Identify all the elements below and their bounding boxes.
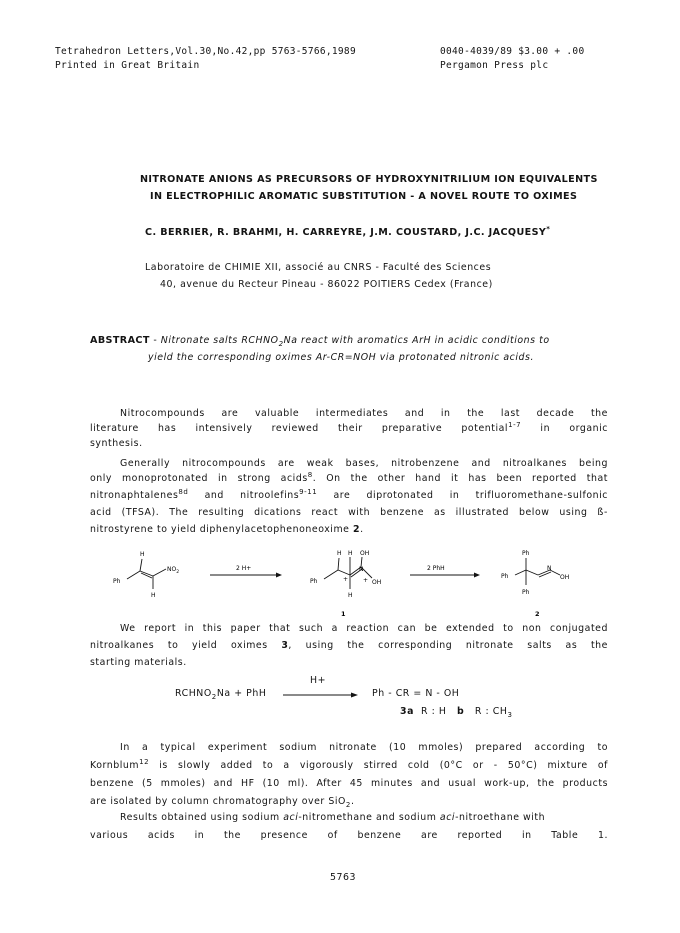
para3-text-2a: nitroalkanes to yield oximes — [90, 640, 282, 651]
para1-ref: 1-7 — [508, 420, 522, 429]
para5-aci-1: aci — [283, 812, 299, 823]
para4-sub: 2 — [345, 800, 351, 809]
para4-text-4a: are isolated by column chromatography over SiO — [90, 796, 346, 807]
para2-text-5a: nitrostyrene to yield diphenylacetophenoneoxime — [90, 524, 353, 535]
compound-3-ref: 3 — [281, 640, 289, 651]
issn-price: 0040-4039/89 $3.00 + .00 — [440, 46, 585, 57]
para1-line1: Nitrocompounds are valuable intermediates and in the last decade the — [120, 408, 608, 419]
para1-text-2b: in organic — [521, 423, 608, 434]
para5-text-1c: -nitroethane with — [455, 812, 546, 823]
int-h-top2: H — [348, 550, 353, 557]
printed-in: Printed in Great Britain — [55, 60, 200, 71]
abstract-text-1a: Nitronate salts RCHNO — [160, 335, 279, 346]
para2-line1: Generally nitrocompounds are weak bases, nitrobenzene and nitroalkanes being — [120, 458, 608, 469]
authors — [145, 224, 551, 238]
para4-text-2a: Kornblum — [90, 760, 140, 771]
para2-text-3b: and nitroolefins — [188, 490, 300, 501]
prod-ph-top: Ph — [522, 550, 530, 557]
para2-text-3a: nitronaphtalenes — [90, 490, 179, 501]
int-h-top1: H — [337, 550, 342, 557]
para1-line2 — [90, 420, 608, 434]
para4-text-2b: is slowly added to a vigorously stirred cold (0°C or - 50°C) mixture of — [149, 760, 608, 771]
para5-line1 — [120, 812, 545, 823]
prod-n: N — [547, 565, 552, 572]
para3-line2 — [90, 640, 608, 651]
para3-text-2b: , using the corresponding nitronate salts as the — [288, 640, 608, 651]
abstract-line1 — [90, 335, 550, 346]
reaction-arrow-2-head — [474, 573, 480, 578]
reaction-arrow-1-head — [276, 573, 282, 578]
oxime-product-structure — [515, 558, 560, 585]
nitrostyrene-structure — [127, 559, 166, 589]
nitrostyrene-no2: $NO_2$ — [167, 566, 180, 575]
para3-line3: starting materials. — [90, 657, 187, 668]
affiliation-line1: Laboratoire de CHIMIE XII, associé au CNRS - Faculté des Sciences — [145, 262, 492, 273]
para2-ref2: 8d — [178, 487, 189, 496]
para2-line5 — [90, 524, 364, 535]
scheme2-substituents — [400, 706, 512, 717]
abstract-sub: 2 — [278, 339, 284, 348]
int-oh-right: OH — [372, 579, 382, 586]
int-charge-1: + — [343, 576, 349, 583]
paper-title-line2: IN ELECTROPHILIC AROMATIC SUBSTITUTION - A NOVEL ROUTE TO OXIMES — [150, 191, 578, 202]
abstract-dash: - — [149, 335, 161, 346]
para4-text-4b: . — [350, 796, 355, 807]
para5-line2: various acids in the presence of benzene are reported in Table 1. — [90, 830, 608, 841]
reaction-arrow-2-label: 2 PhH — [427, 565, 445, 572]
abstract-line2: yield the corresponding oximes Ar-CR=NOH via protonated nitronic acids. — [148, 352, 535, 363]
reaction-arrow-1-label: 2 H+ — [236, 565, 252, 572]
affiliation-line2: 40, avenue du Recteur Pineau - 86022 POITIERS Cedex (France) — [160, 279, 493, 290]
para5-text-1b: -nitromethane and sodium — [298, 812, 440, 823]
publisher: Pergamon Press plc — [440, 60, 549, 71]
para2-text-3c: are diprotonated in trifluoromethane-sulfonic — [317, 490, 608, 501]
para1-line3: synthesis. — [90, 438, 143, 449]
para5-aci-2: aci — [439, 812, 456, 823]
abstract-label: ABSTRACT — [90, 335, 150, 346]
int-n: N — [359, 566, 364, 573]
paper-title-line1: NITRONATE ANIONS AS PRECURSORS OF HYDROXYNITRILIUM ION EQUIVALENTS — [140, 174, 598, 185]
para4-line1: In a typical experiment sodium nitronate (10 mmoles) prepared according to — [120, 742, 608, 753]
para4-line2 — [90, 757, 608, 771]
para4-ref: 12 — [139, 757, 150, 766]
nitrostyrene-h-top: H — [140, 551, 145, 558]
abstract-text-1b: Na react with aromatics ArH in acidic conditions to — [283, 335, 550, 346]
prod-ph-bottom: Ph — [522, 589, 530, 596]
corresponding-author-mark: * — [546, 224, 551, 233]
page-number: 5763 — [330, 872, 357, 883]
scheme2-catalyst: H+ — [310, 675, 327, 686]
para2-line4: acid (TFSA). The resulting dications react with benzene as illustrated below using ß- — [90, 507, 608, 518]
para2-ref3: 9-11 — [299, 487, 318, 496]
para1-text-2a: literature has intensively reviewed their preparative potential — [90, 423, 509, 434]
para3-line1: We report in this paper that such a reaction can be extended to non conjugated — [120, 623, 608, 634]
scheme2-reactants-b: Na + PhH — [216, 688, 267, 699]
compound-3b-label: b — [457, 706, 465, 717]
para2-text-5b: . — [360, 524, 364, 535]
scheme2-reactants-sub: 2 — [211, 692, 217, 701]
int-ph: Ph — [310, 578, 318, 585]
int-charge-2: + — [363, 577, 369, 584]
reaction-scheme-1 — [110, 545, 580, 623]
journal-citation: Tetrahedron Letters,Vol.30,No.42,pp 5763-5766,1989 — [55, 46, 356, 57]
nitrostyrene-ph: Ph — [113, 578, 121, 585]
para2-ref1: 8 — [307, 470, 313, 479]
substituent-3a: R : H — [421, 706, 447, 717]
nitrostyrene-h-bottom: H — [151, 592, 156, 599]
para5-text-1a: Results obtained using sodium — [120, 812, 284, 823]
author-list: C. BERRIER, R. BRAHMI, H. CARREYRE, J.M. COUSTARD, J.C. JACQUESY — [145, 227, 547, 238]
para2-line3 — [90, 487, 608, 501]
prod-oh: OH — [560, 574, 570, 581]
compound-2-ref: 2 — [352, 524, 361, 535]
dication-intermediate-structure — [324, 557, 372, 589]
para2-line2 — [90, 470, 608, 484]
substituent-3b: R : $CH_3$ — [474, 706, 513, 719]
para4-line3: benzene (5 mmoles) and HF (10 ml). After 45 minutes and usual work-up, the products — [90, 778, 608, 789]
compound-label-2: 2 — [535, 610, 540, 618]
prod-ph-left: Ph — [501, 573, 509, 580]
scheme2-reactants-a: RCHNO — [175, 688, 212, 699]
para2-text-2b: . On the other hand it has been reported that — [312, 473, 608, 484]
scheme2-reactants — [175, 688, 266, 699]
para4-line4 — [90, 796, 354, 807]
int-h-bottom: H — [348, 592, 353, 599]
compound-3a-label: 3a — [400, 706, 414, 717]
compound-label-1: 1 — [341, 610, 346, 618]
para2-text-2a: only monoprotonated in strong acids — [90, 473, 308, 484]
scheme2-product: Ph - CR = N - OH — [372, 688, 460, 699]
scheme2-arrow — [283, 690, 363, 700]
int-oh-top: OH — [360, 550, 370, 557]
